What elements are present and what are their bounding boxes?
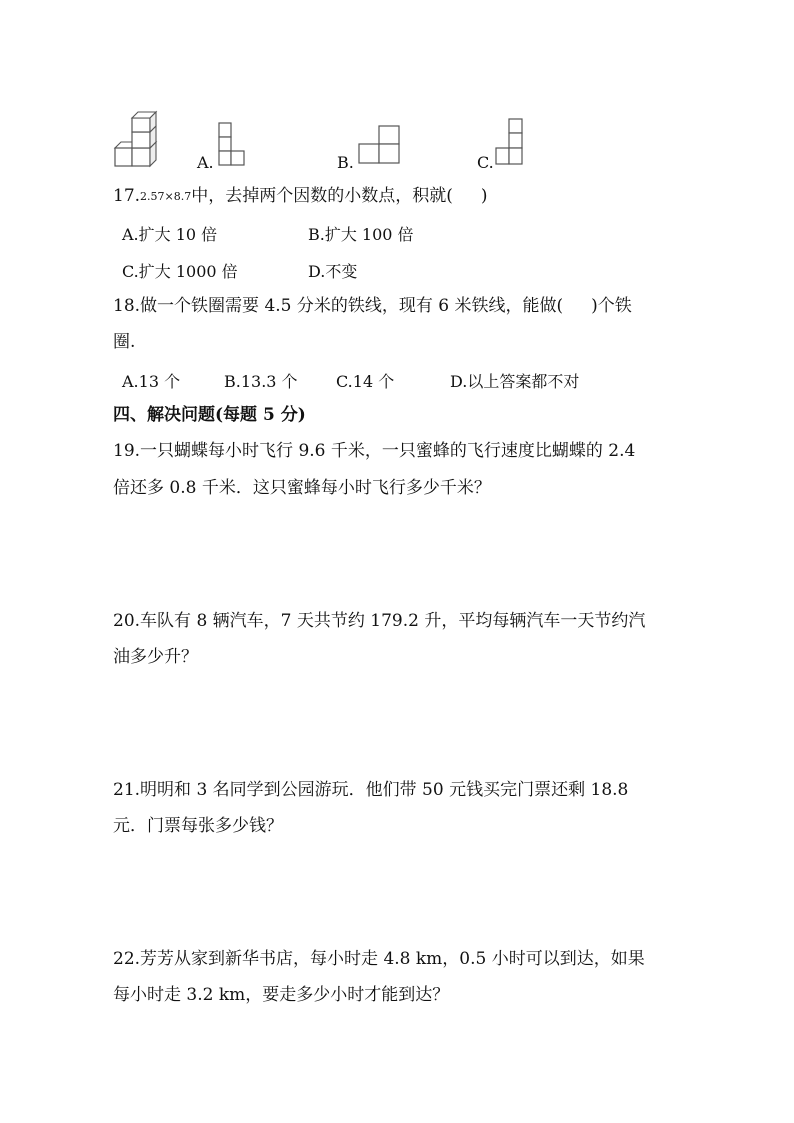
q19-line1: 19.一只蝴蝶每小时飞行 9.6 千米，一只蜜蜂的飞行速度比蝴蝶的 2.4 (113, 441, 636, 461)
q17-option-b[interactable]: B.扩大 100 倍 (308, 225, 414, 244)
section-heading: 四、解决问题(每题 5 分) (113, 405, 306, 425)
q17-expression: 2.57×8.7 (140, 190, 192, 203)
q17-option-a[interactable]: A.扩大 10 倍 (122, 225, 218, 244)
q16-option-a-label[interactable]: A. (197, 153, 214, 172)
q16-option-c-view-figure (496, 118, 526, 166)
q17-option-d[interactable]: D.不变 (308, 262, 358, 281)
q19-line2: 倍还多 0.8 千米．这只蜜蜂每小时飞行多少千米？ (113, 478, 491, 498)
q16-option-c-label[interactable]: C. (477, 153, 494, 172)
q16-option-b-view-figure (358, 125, 402, 165)
q20-line2: 油多少升？ (113, 647, 198, 667)
q16-option-b-label[interactable]: B. (337, 153, 354, 172)
q18-option-c[interactable]: C.14 个 (336, 372, 395, 391)
q18-option-b[interactable]: B.13.3 个 (224, 372, 298, 391)
q16-option-a-view-figure (218, 122, 246, 166)
q18-option-a[interactable]: A.13 个 (122, 372, 181, 391)
q20-line1: 20.车队有 8 辆汽车，7 天共节约 179.2 升，平均每辆汽车一天节约汽 (113, 611, 646, 631)
q18-text-before: 18.做一个铁圈需要 4.5 分米的铁线，现有 6 米铁线，能做( (113, 296, 564, 316)
q17-stem (113, 186, 488, 206)
q17-number: 17. (113, 186, 141, 206)
q17-option-c[interactable]: C.扩大 1000 倍 (122, 262, 238, 281)
q17-text: 中，去掉两个因数的小数点，积就( (191, 186, 453, 206)
q18-text-after: )个铁 (591, 296, 632, 316)
q22-line1: 22.芳芳从家到新华书店，每小时走 4.8 km，0.5 小时可以到达，如果 (113, 949, 645, 969)
q22-line2: 每小时走 3.2 km，要走多少小时才能到达？ (113, 985, 450, 1005)
q21-line1: 21.明明和 3 名同学到公园游玩．他们带 50 元钱买完门票还剩 18.8 (113, 780, 629, 800)
q18-stem-line1 (113, 296, 632, 316)
q17-close-paren: ) (480, 186, 488, 206)
q18-option-d[interactable]: D.以上答案都不对 (450, 372, 580, 391)
q18-stem-line2: 圈. (113, 332, 136, 352)
cube-stack-3d-figure (112, 114, 168, 168)
q21-line2: 元．门票每张多少钱？ (113, 816, 283, 836)
